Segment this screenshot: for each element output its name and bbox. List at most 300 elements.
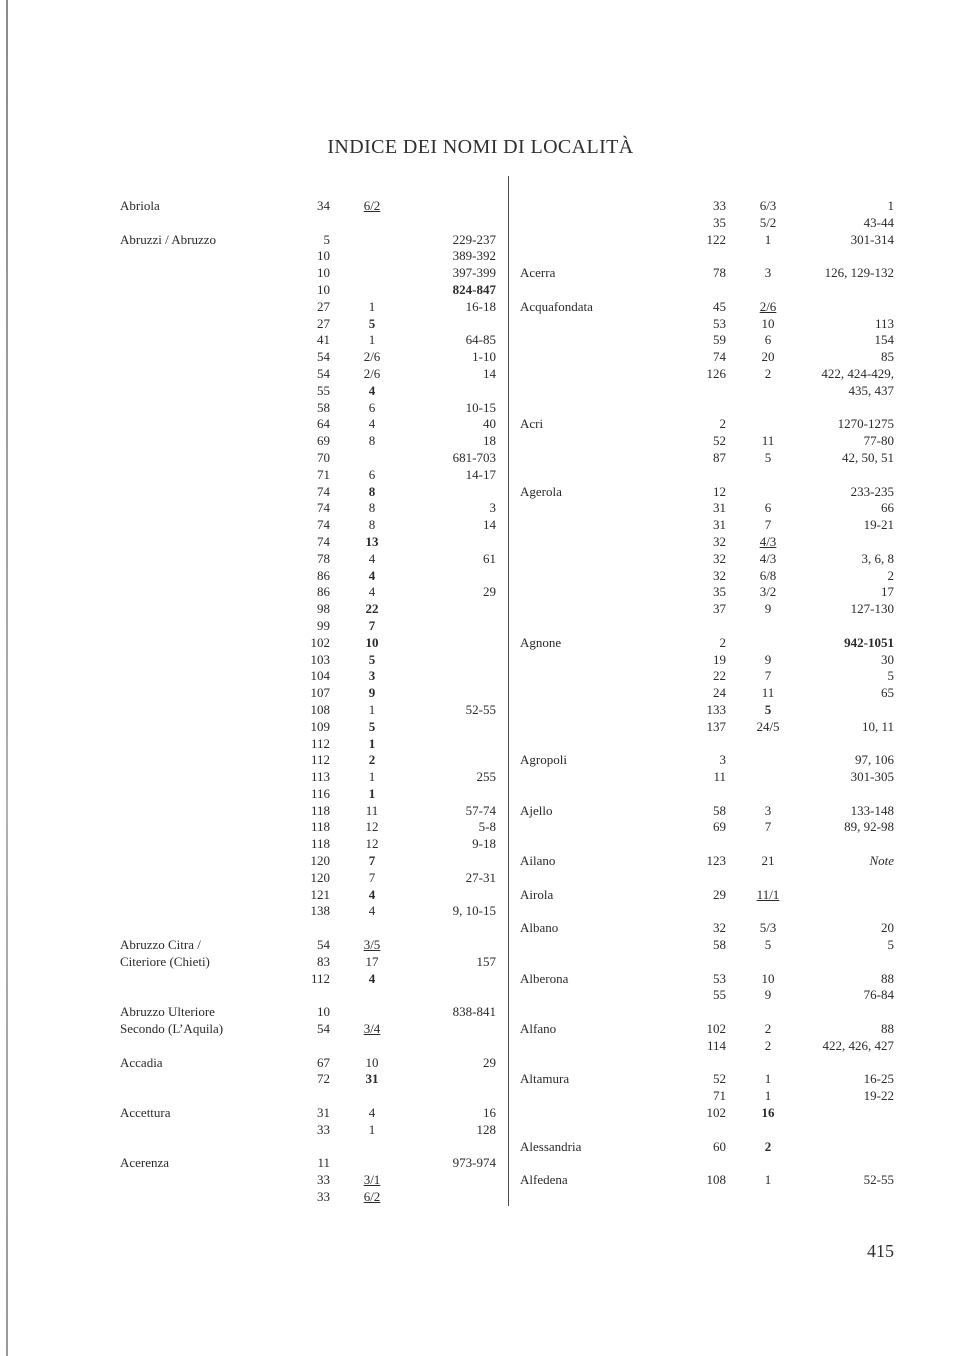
index-row bbox=[518, 1088, 898, 1105]
index-row bbox=[118, 786, 503, 803]
reference-pages: 154 bbox=[874, 332, 894, 348]
reference-fascicle: 7 bbox=[764, 819, 772, 835]
reference-fascicle: 4 bbox=[368, 382, 376, 398]
reference-pages: 838-841 bbox=[452, 1004, 496, 1020]
reference-fascicle: 4 bbox=[368, 886, 376, 902]
reference-fascicle: 4 bbox=[368, 416, 376, 432]
locality-name: Citeriore (Chieti) bbox=[120, 953, 210, 969]
index-entry bbox=[518, 198, 898, 248]
reference-pages: 9-18 bbox=[472, 836, 496, 852]
reference-volume: 35 bbox=[713, 584, 726, 600]
reference-fascicle: 10 bbox=[365, 634, 379, 650]
reference-volume: 122 bbox=[706, 231, 726, 247]
index-entry bbox=[518, 803, 898, 837]
index-entry bbox=[118, 1105, 503, 1139]
reference-pages: 57-74 bbox=[465, 802, 496, 818]
index-row bbox=[518, 635, 898, 652]
index-row bbox=[518, 316, 898, 333]
locality-name: Abruzzo Ulteriore bbox=[120, 1004, 215, 1020]
reference-volume: 74 bbox=[317, 500, 330, 516]
reference-volume: 32 bbox=[713, 550, 726, 566]
index-row bbox=[518, 887, 898, 904]
index-row bbox=[518, 1172, 898, 1189]
locality-name: Secondo (L’Aquila) bbox=[120, 1021, 224, 1037]
reference-fascicle: 6/3 bbox=[759, 198, 777, 213]
locality-name: Airola bbox=[520, 886, 554, 902]
reference-volume: 87 bbox=[713, 449, 726, 465]
index-row bbox=[118, 349, 503, 366]
reference-volume: 54 bbox=[317, 365, 330, 381]
reference-pages: 16-18 bbox=[465, 298, 496, 314]
index-row bbox=[118, 500, 503, 517]
reference-fascicle: 7 bbox=[368, 869, 376, 885]
index-row bbox=[518, 920, 898, 937]
reference-fascicle: 8 bbox=[368, 517, 376, 533]
index-row bbox=[518, 1139, 898, 1156]
reference-fascicle: 1 bbox=[368, 735, 376, 751]
reference-fascicle: 1 bbox=[764, 1172, 772, 1188]
reference-fascicle: 2 bbox=[764, 1037, 772, 1053]
index-row bbox=[518, 500, 898, 517]
reference-volume: 133 bbox=[706, 701, 726, 717]
reference-pages: 14 bbox=[483, 517, 496, 533]
reference-pages: 397-399 bbox=[452, 265, 496, 281]
reference-volume: 31 bbox=[713, 500, 726, 516]
reference-fascicle: 1 bbox=[368, 785, 376, 801]
locality-name: Alessandria bbox=[520, 1138, 582, 1154]
reference-fascicle: 5 bbox=[368, 718, 376, 734]
reference-volume: 118 bbox=[310, 819, 330, 835]
reference-pages: 10-15 bbox=[465, 399, 496, 415]
index-entry bbox=[518, 920, 898, 954]
reference-pages: 1270-1275 bbox=[837, 416, 894, 432]
index-row bbox=[118, 836, 503, 853]
index-row bbox=[518, 1105, 898, 1122]
reference-volume: 71 bbox=[713, 1088, 726, 1104]
reference-volume: 103 bbox=[310, 651, 330, 667]
reference-fascicle: 2 bbox=[764, 1138, 772, 1154]
reference-volume: 123 bbox=[706, 853, 726, 869]
locality-name: Ailano bbox=[520, 853, 556, 869]
index-row bbox=[118, 265, 503, 282]
index-entry bbox=[118, 1004, 503, 1038]
reference-volume: 102 bbox=[706, 1021, 726, 1037]
reference-fascicle: 2/6 bbox=[363, 349, 381, 365]
locality-name: Acquafondata bbox=[520, 298, 593, 314]
locality-name: Alfedena bbox=[520, 1172, 568, 1188]
reference-fascicle: 12 bbox=[365, 836, 379, 852]
index-row bbox=[518, 971, 898, 988]
reference-fascicle: 6/2 bbox=[363, 1189, 381, 1205]
reference-volume: 120 bbox=[310, 869, 330, 885]
reference-fascicle: 12 bbox=[365, 819, 379, 835]
reference-volume: 74 bbox=[713, 349, 726, 365]
reference-pages: 128 bbox=[476, 1121, 496, 1137]
reference-pages: 824-847 bbox=[452, 281, 496, 297]
reference-volume: 69 bbox=[317, 433, 330, 449]
reference-fascicle: 2/6 bbox=[759, 298, 777, 314]
index-row bbox=[518, 299, 898, 316]
index-row bbox=[118, 450, 503, 467]
index-entry bbox=[518, 1172, 898, 1189]
index-row bbox=[518, 534, 898, 551]
reference-pages: 14-17 bbox=[465, 466, 496, 482]
index-column-right bbox=[518, 198, 898, 1206]
reference-volume: 3 bbox=[719, 752, 726, 768]
reference-pages: 1-10 bbox=[472, 349, 496, 365]
index-row bbox=[118, 198, 503, 215]
index-row bbox=[518, 232, 898, 249]
reference-fascicle: 9 bbox=[764, 987, 772, 1003]
index-row bbox=[118, 248, 503, 265]
locality-name: Abruzzo Citra / bbox=[120, 937, 201, 953]
reference-pages: 64-85 bbox=[465, 332, 496, 348]
reference-volume: 74 bbox=[317, 483, 330, 499]
index-row bbox=[118, 332, 503, 349]
reference-pages: 2 bbox=[887, 567, 894, 583]
reference-pages: 233-235 bbox=[850, 483, 894, 499]
index-row bbox=[518, 433, 898, 450]
reference-volume: 10 bbox=[317, 248, 330, 264]
reference-fascicle: 1 bbox=[368, 701, 376, 717]
reference-fascicle: 4/3 bbox=[759, 533, 777, 549]
reference-pages: 16 bbox=[483, 1105, 496, 1121]
column-divider bbox=[508, 176, 509, 1206]
reference-volume: 45 bbox=[713, 298, 726, 314]
reference-pages: 97, 106 bbox=[855, 752, 894, 768]
reference-fascicle: 10 bbox=[761, 315, 775, 331]
reference-fascicle: 4/3 bbox=[759, 550, 777, 566]
index-row bbox=[118, 568, 503, 585]
reference-pages: 43-44 bbox=[863, 214, 894, 230]
reference-pages: 157 bbox=[476, 953, 496, 969]
index-row bbox=[518, 769, 898, 786]
reference-pages: 77-80 bbox=[863, 433, 894, 449]
index-row bbox=[118, 467, 503, 484]
reference-pages: 255 bbox=[476, 769, 496, 785]
index-row bbox=[118, 1055, 503, 1072]
reference-volume: 118 bbox=[310, 802, 330, 818]
page-number: 415 bbox=[867, 1241, 894, 1261]
reference-fascicle: 9 bbox=[764, 651, 772, 667]
reference-pages: 301-314 bbox=[850, 231, 894, 247]
locality-name: Acerra bbox=[520, 265, 556, 281]
locality-name: Abriola bbox=[120, 198, 160, 213]
reference-fascicle: 5/2 bbox=[759, 214, 777, 230]
index-row bbox=[118, 685, 503, 702]
index-row bbox=[118, 282, 503, 299]
index-row bbox=[518, 719, 898, 736]
reference-fascicle: 1 bbox=[764, 1088, 772, 1104]
reference-fascicle: 10 bbox=[365, 1054, 379, 1070]
reference-pages: 973-974 bbox=[452, 1155, 496, 1171]
index-row bbox=[518, 198, 898, 215]
reference-fascicle: 4 bbox=[368, 567, 376, 583]
reference-pages: 66 bbox=[881, 500, 894, 516]
reference-fascicle: 5 bbox=[368, 651, 376, 667]
reference-volume: 10 bbox=[317, 265, 330, 281]
reference-volume: 11 bbox=[317, 1155, 330, 1171]
index-row bbox=[118, 1004, 503, 1021]
reference-pages: Note bbox=[869, 853, 894, 869]
reference-pages: 29 bbox=[483, 584, 496, 600]
index-row bbox=[118, 1071, 503, 1088]
locality-name: Agerola bbox=[520, 483, 562, 499]
index-row bbox=[118, 903, 503, 920]
reference-volume: 10 bbox=[317, 281, 330, 297]
reference-volume: 12 bbox=[713, 483, 726, 499]
reference-volume: 29 bbox=[713, 886, 726, 902]
index-row bbox=[118, 1122, 503, 1139]
index-entry bbox=[118, 937, 503, 987]
reference-volume: 32 bbox=[713, 567, 726, 583]
index-entry bbox=[518, 971, 898, 1005]
reference-pages: 40 bbox=[483, 416, 496, 432]
reference-fascicle: 7 bbox=[368, 617, 376, 633]
reference-volume: 37 bbox=[713, 601, 726, 617]
index-row bbox=[118, 736, 503, 753]
reference-pages: 88 bbox=[881, 970, 894, 986]
index-entry bbox=[518, 265, 898, 282]
reference-volume: 58 bbox=[317, 399, 330, 415]
reference-pages: 301-305 bbox=[850, 769, 894, 785]
index-column-left bbox=[118, 198, 503, 1223]
reference-pages: 89, 92-98 bbox=[844, 819, 894, 835]
reference-pages: 52-55 bbox=[465, 701, 496, 717]
reference-fascicle: 4 bbox=[368, 550, 376, 566]
index-row bbox=[518, 383, 898, 400]
reference-volume: 32 bbox=[713, 920, 726, 936]
reference-pages: 29 bbox=[483, 1054, 496, 1070]
index-entry bbox=[518, 752, 898, 786]
reference-pages: 30 bbox=[881, 651, 894, 667]
reference-fascicle: 2 bbox=[368, 752, 376, 768]
index-row bbox=[118, 618, 503, 635]
reference-pages: 17 bbox=[881, 584, 894, 600]
index-row bbox=[118, 819, 503, 836]
reference-volume: 126 bbox=[706, 365, 726, 381]
reference-pages: 113 bbox=[874, 315, 894, 331]
reference-fascicle: 9 bbox=[368, 685, 376, 701]
reference-pages: 435, 437 bbox=[848, 382, 894, 398]
reference-volume: 10 bbox=[317, 1004, 330, 1020]
index-row bbox=[518, 265, 898, 282]
reference-volume: 67 bbox=[317, 1054, 330, 1070]
reference-pages: 681-703 bbox=[452, 449, 496, 465]
reference-fascicle: 4 bbox=[368, 584, 376, 600]
index-row bbox=[118, 635, 503, 652]
reference-pages: 16-25 bbox=[863, 1071, 894, 1087]
reference-fascicle: 3/5 bbox=[363, 937, 381, 953]
reference-pages: 1 bbox=[887, 198, 894, 213]
index-row bbox=[518, 1038, 898, 1055]
reference-pages: 229-237 bbox=[452, 231, 496, 247]
reference-fascicle: 3/1 bbox=[363, 1172, 381, 1188]
index-row bbox=[518, 668, 898, 685]
reference-volume: 138 bbox=[310, 903, 330, 919]
locality-name: Abruzzi / Abruzzo bbox=[120, 231, 217, 247]
index-row bbox=[518, 652, 898, 669]
reference-pages: 3 bbox=[489, 500, 496, 516]
reference-volume: 72 bbox=[317, 1071, 330, 1087]
reference-pages: 5 bbox=[887, 937, 894, 953]
index-row bbox=[118, 887, 503, 904]
reference-pages: 5-8 bbox=[478, 819, 496, 835]
reference-volume: 137 bbox=[706, 718, 726, 734]
index-row bbox=[118, 400, 503, 417]
index-row bbox=[518, 937, 898, 954]
index-entry bbox=[118, 1155, 503, 1205]
reference-volume: 55 bbox=[317, 382, 330, 398]
reference-fascicle: 6 bbox=[764, 500, 772, 516]
index-entry bbox=[118, 1055, 503, 1089]
index-entry bbox=[518, 299, 898, 400]
reference-fascicle: 5 bbox=[764, 449, 772, 465]
index-entry bbox=[518, 635, 898, 736]
locality-name: Ajello bbox=[520, 802, 553, 818]
reference-fascicle: 8 bbox=[368, 433, 376, 449]
index-row bbox=[518, 987, 898, 1004]
reference-pages: 18 bbox=[483, 433, 496, 449]
index-row bbox=[118, 433, 503, 450]
reference-pages: 19-22 bbox=[863, 1088, 894, 1104]
index-row bbox=[118, 803, 503, 820]
reference-fascicle: 8 bbox=[368, 483, 376, 499]
reference-volume: 31 bbox=[713, 517, 726, 533]
reference-fascicle: 11 bbox=[761, 685, 775, 701]
reference-pages: 9, 10-15 bbox=[452, 903, 496, 919]
index-row bbox=[518, 450, 898, 467]
index-row bbox=[118, 299, 503, 316]
reference-fascicle: 4 bbox=[368, 970, 376, 986]
locality-name: Agnone bbox=[520, 634, 562, 650]
index-row bbox=[518, 584, 898, 601]
reference-fascicle: 11 bbox=[365, 802, 379, 818]
reference-fascicle: 5 bbox=[368, 315, 376, 331]
reference-volume: 55 bbox=[713, 987, 726, 1003]
reference-fascicle: 3 bbox=[368, 668, 376, 684]
index-row bbox=[118, 1021, 503, 1038]
reference-pages: 127-130 bbox=[850, 601, 894, 617]
index-entry bbox=[518, 1139, 898, 1156]
reference-fascicle: 17 bbox=[365, 953, 379, 969]
reference-fascicle: 1 bbox=[764, 1071, 772, 1087]
index-row bbox=[518, 517, 898, 534]
reference-fascicle: 2 bbox=[764, 365, 772, 381]
reference-fascicle: 24/5 bbox=[756, 718, 780, 734]
reference-pages: 19-21 bbox=[863, 517, 894, 533]
reference-fascicle: 3/4 bbox=[363, 1021, 381, 1037]
reference-volume: 107 bbox=[310, 685, 330, 701]
reference-fascicle: 1 bbox=[368, 298, 376, 314]
reference-volume: 27 bbox=[317, 315, 330, 331]
index-row bbox=[118, 954, 503, 971]
reference-volume: 34 bbox=[317, 198, 330, 213]
reference-volume: 35 bbox=[713, 214, 726, 230]
reference-volume: 86 bbox=[317, 567, 330, 583]
reference-volume: 54 bbox=[317, 1021, 330, 1037]
index-row bbox=[118, 366, 503, 383]
reference-fascicle: 11 bbox=[761, 433, 775, 449]
reference-volume: 102 bbox=[706, 1105, 726, 1121]
reference-fascicle: 6/8 bbox=[759, 567, 777, 583]
reference-pages: 422, 424-429, bbox=[821, 365, 894, 381]
locality-name: Acerenza bbox=[120, 1155, 170, 1171]
index-row bbox=[118, 668, 503, 685]
index-row bbox=[518, 568, 898, 585]
reference-pages: 65 bbox=[881, 685, 894, 701]
reference-volume: 5 bbox=[323, 231, 330, 247]
reference-pages: 389-392 bbox=[452, 248, 496, 264]
reference-volume: 52 bbox=[713, 433, 726, 449]
reference-volume: 60 bbox=[713, 1138, 726, 1154]
locality-name: Albano bbox=[520, 920, 559, 936]
reference-fascicle: 7 bbox=[368, 853, 376, 869]
reference-pages: 422, 426, 427 bbox=[822, 1037, 894, 1053]
index-row bbox=[518, 819, 898, 836]
index-row bbox=[518, 1071, 898, 1088]
reference-pages: 10, 11 bbox=[861, 718, 894, 734]
reference-volume: 24 bbox=[713, 685, 726, 701]
locality-name: Acri bbox=[520, 416, 544, 432]
index-row bbox=[118, 937, 503, 954]
reference-fascicle: 4 bbox=[368, 1105, 376, 1121]
reference-volume: 58 bbox=[713, 802, 726, 818]
index-row bbox=[118, 517, 503, 534]
reference-volume: 22 bbox=[713, 668, 726, 684]
page-title: INDICE DEI NOMI DI LOCALITÀ bbox=[327, 136, 634, 158]
reference-fascicle: 5 bbox=[764, 701, 772, 717]
reference-pages: 20 bbox=[881, 920, 894, 936]
index-row bbox=[518, 332, 898, 349]
reference-pages: 52-55 bbox=[863, 1172, 894, 1188]
index-row bbox=[118, 534, 503, 551]
reference-volume: 99 bbox=[317, 617, 330, 633]
reference-volume: 108 bbox=[706, 1172, 726, 1188]
reference-volume: 2 bbox=[719, 416, 726, 432]
index-row bbox=[118, 769, 503, 786]
reference-volume: 19 bbox=[713, 651, 726, 667]
reference-fascicle: 1 bbox=[368, 769, 376, 785]
reference-pages: 5 bbox=[887, 668, 894, 684]
reference-volume: 98 bbox=[317, 601, 330, 617]
index-row bbox=[118, 316, 503, 333]
reference-fascicle: 8 bbox=[368, 500, 376, 516]
index-entry bbox=[518, 416, 898, 466]
index-entry bbox=[518, 853, 898, 870]
reference-volume: 71 bbox=[317, 466, 330, 482]
reference-fascicle: 20 bbox=[761, 349, 775, 365]
page-edge bbox=[6, 0, 8, 1356]
index-row bbox=[518, 853, 898, 870]
index-row bbox=[118, 1155, 503, 1172]
reference-fascicle: 16 bbox=[761, 1105, 775, 1121]
reference-fascicle: 3 bbox=[764, 265, 772, 281]
reference-fascicle: 3 bbox=[764, 802, 772, 818]
reference-volume: 70 bbox=[317, 449, 330, 465]
reference-volume: 114 bbox=[706, 1037, 726, 1053]
index-row bbox=[118, 551, 503, 568]
reference-fascicle: 7 bbox=[764, 517, 772, 533]
reference-volume: 64 bbox=[317, 416, 330, 432]
index-row bbox=[518, 1021, 898, 1038]
reference-pages: 76-84 bbox=[863, 987, 894, 1003]
reference-volume: 113 bbox=[310, 769, 330, 785]
reference-volume: 32 bbox=[713, 533, 726, 549]
reference-volume: 74 bbox=[317, 533, 330, 549]
index-row bbox=[518, 601, 898, 618]
reference-volume: 121 bbox=[310, 886, 330, 902]
